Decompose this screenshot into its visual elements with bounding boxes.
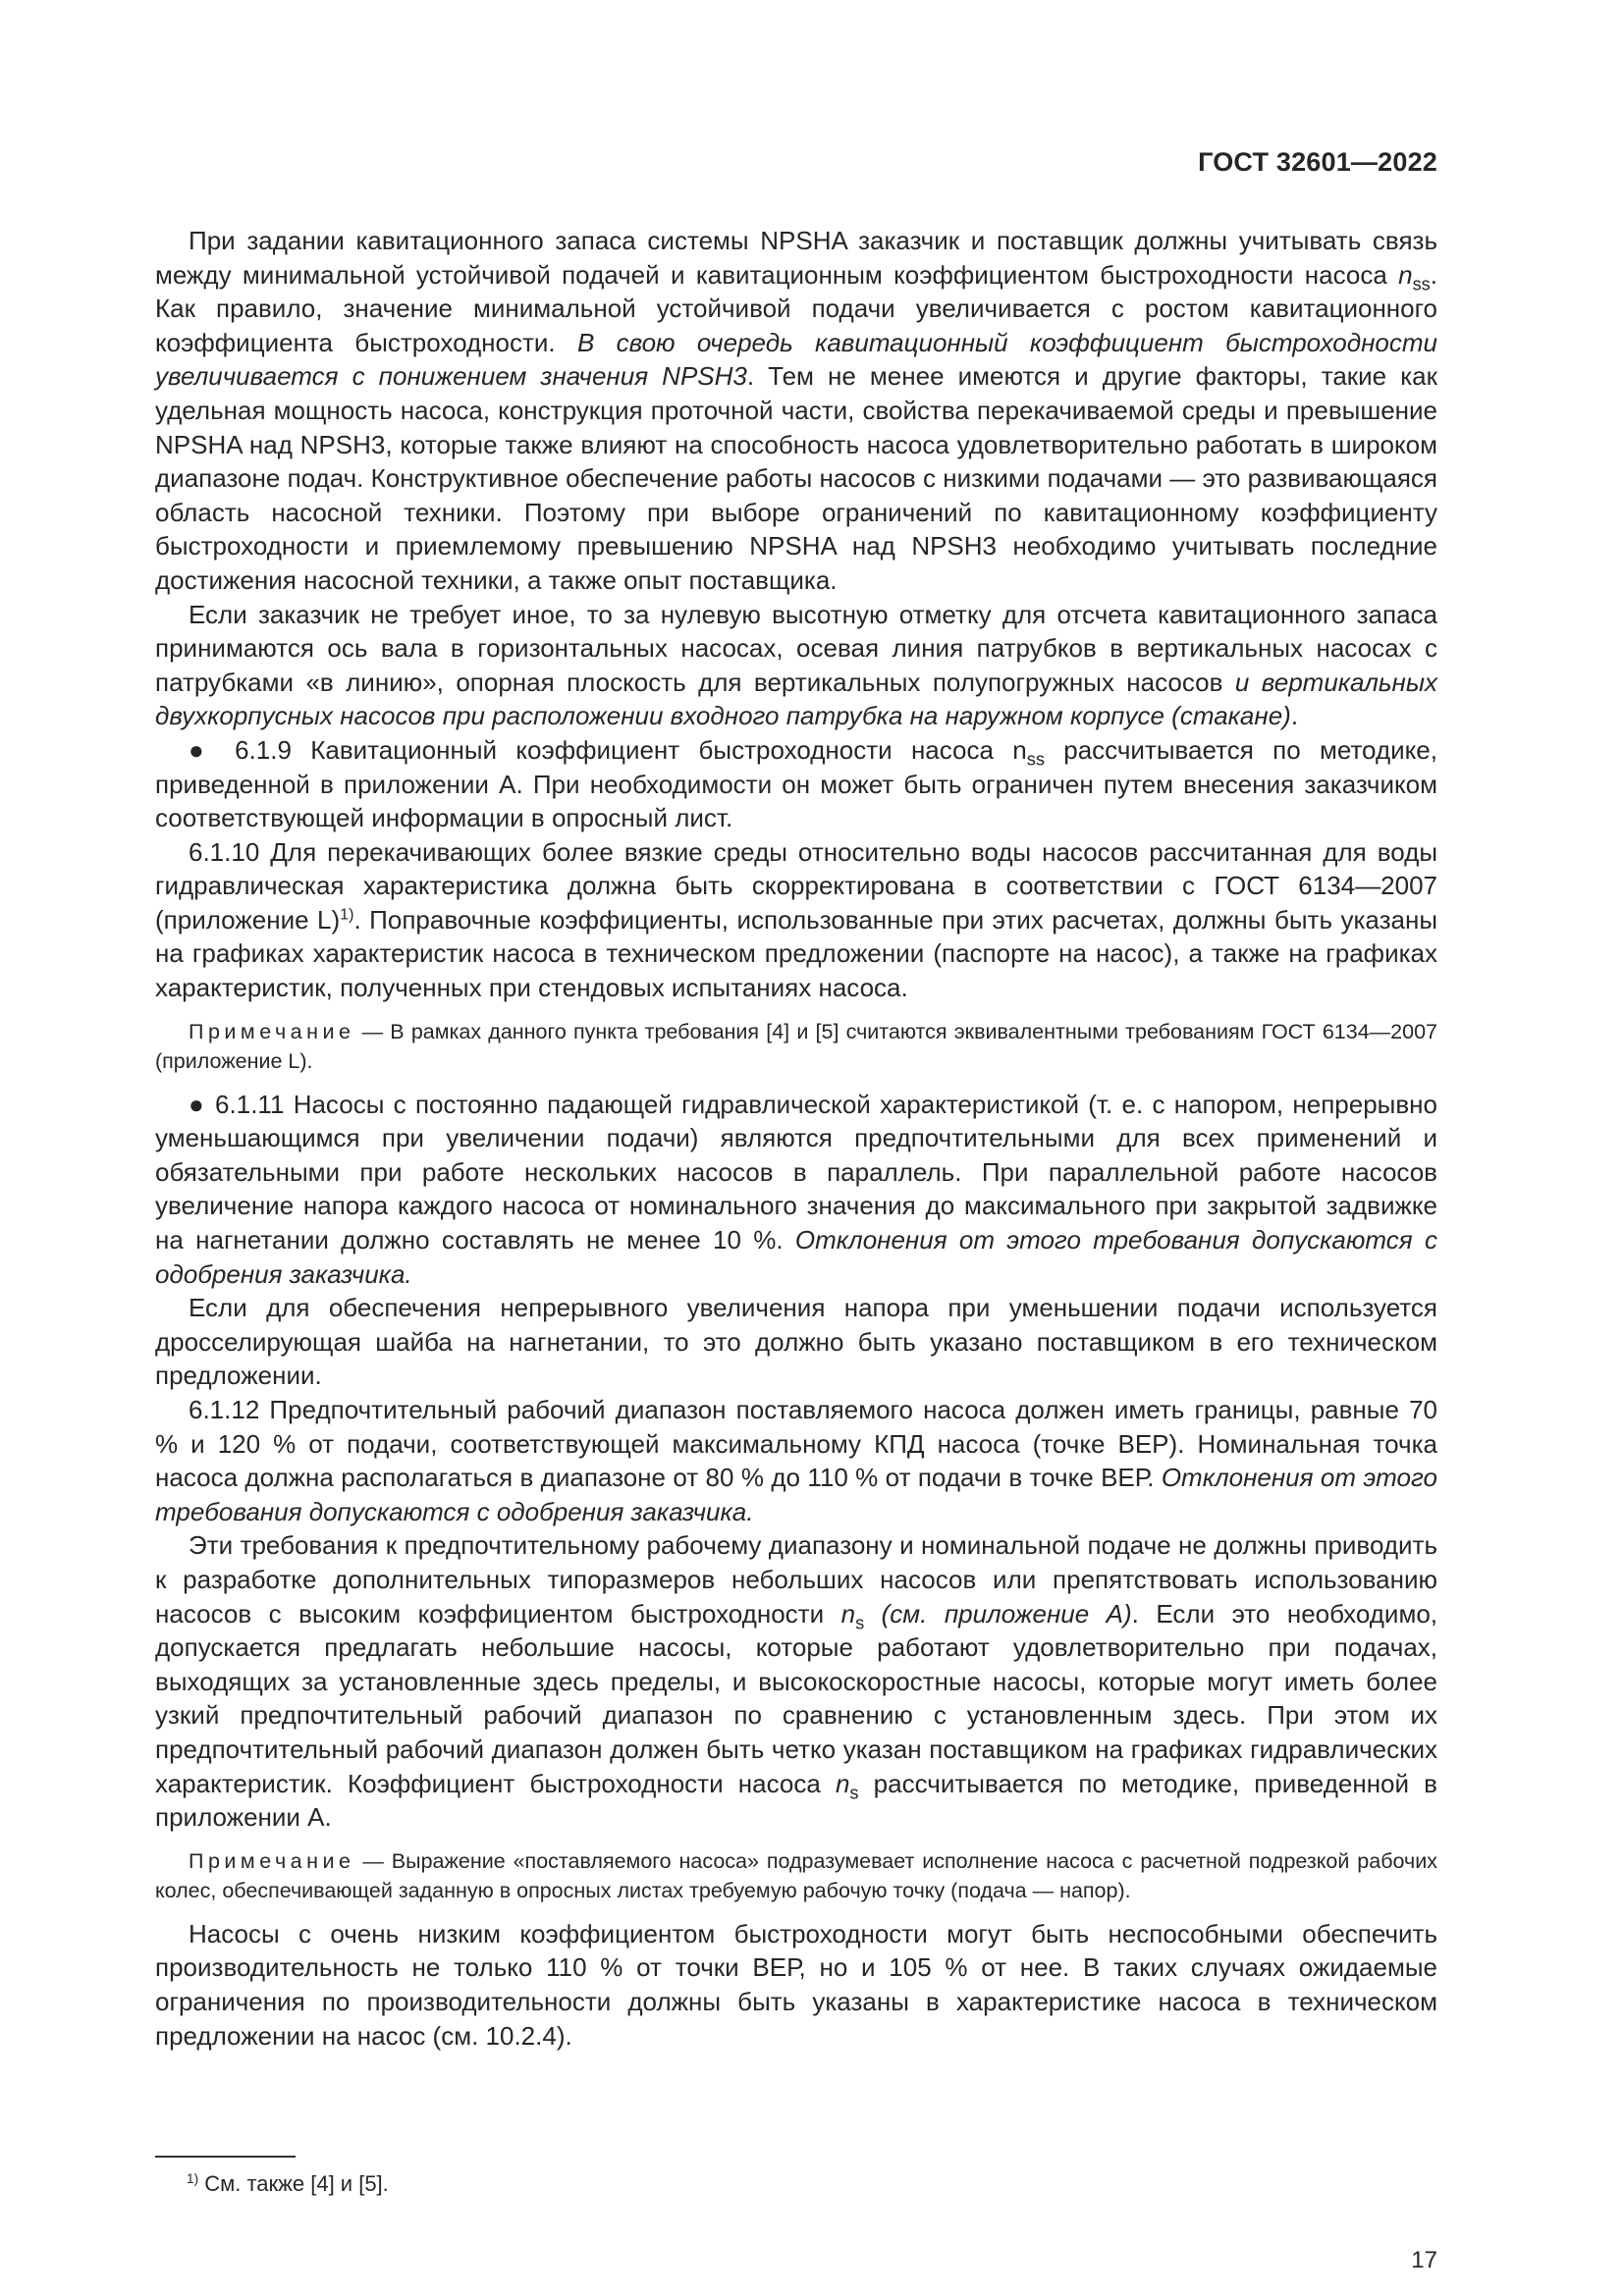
- main-text: [155, 224, 1437, 2053]
- text-run: . Тем не менее имеются и другие факторы, такие как удельная мощность насоса, конструкция проточной части, свойства перекачиваемой среды и превышение NPSHA над NPSH3, которые также влияют на способность насоса удовлетворительно работать в широком диапазоне подач. Конструктивное обеспечение работы насосов с низкими подачами — это развивающаяся область насосной техники. Поэтому при выборе ограничений по кавитационному коэффициенту быстроходности и приемлемому превышению NPSHA над NPSH3 необходимо учитывать последние достижения насосной техники, а также опыт поставщика.: [155, 361, 1437, 595]
- italic-text: Отклонения от этого требования допускаются с одобрения заказчика.: [155, 1225, 1437, 1289]
- note-text: — В рамках данного пункта требования [4] и [5] считаются эквивалентными требованиям ГОСТ 6134—2007 (приложение L).: [155, 1019, 1437, 1073]
- text-run: Если для обеспечения непрерывного увеличения напора при уменьшении подачи используется дросселирующая шайба на нагнетании, то это должно быть указано поставщиком в его техническом предложении.: [155, 1293, 1437, 1391]
- paragraph-6-1-11: [155, 1088, 1437, 1292]
- paragraph-6-1-9: [155, 733, 1437, 835]
- paragraph-range-requirements: [155, 1528, 1437, 1834]
- text-run: Если заказчик не требует иное, то за нулевую высотную отметку для отсчета кавитационного запаса принимаются ось вала в горизонтальных насосах, осевая линия патрубков в вертикальных насосах с патрубками «в линию», опорная плоскость для вертикальных полупогружных насосов: [155, 599, 1437, 697]
- paragraph-throttle: [155, 1291, 1437, 1393]
- paragraph-zero-mark: [155, 598, 1437, 733]
- page-number: 17: [1411, 2247, 1437, 2273]
- variable-n: n: [840, 1598, 856, 1629]
- paragraph-6-1-10: [155, 835, 1437, 1005]
- note-text: — Выражение «поставляемого насоса» подразумевает исполнение насоса с расчетной подрезкой рабочих колес, обеспечивающей заданную в опросных листах требуемую рабочую точку (подача — напор).: [155, 1848, 1437, 1902]
- paragraph-npsha: [155, 224, 1437, 598]
- footnote-text: См. также [4] и [5].: [198, 2171, 389, 2196]
- note-label: Примечание: [189, 1019, 355, 1043]
- text-run: 6.1.10 Для перекачивающих более вязкие среды относительно воды насосов рассчитанная для воды гидравлическая характеристика должна быть скорректирована в соответствии с ГОСТ 6134—2007 (приложение L): [155, 836, 1437, 934]
- italic-text: Отклонения от этого требования допускаются с одобрения заказчика.: [155, 1463, 1437, 1526]
- italic-text: В свою очередь кавитационный коэффициент быстроходности увеличивается с понижением значения NPSH3: [155, 327, 1437, 392]
- text-run: ● 6.1.9 Кавитационный коэффициент быстроходности насоса n: [189, 734, 1027, 765]
- text-run: рассчитывается по методике, приведенной в приложении А. При необходимости он может быть ограничен путем внесения заказчиком соответствующей информации в опросный лист.: [155, 734, 1437, 833]
- italic-text: (см. приложение А): [864, 1598, 1132, 1629]
- footnote-ref: 1): [340, 905, 354, 924]
- italic-text: и вертикальных двухкорпусных насосов при расположении входного патрубка на наружном корпусе (стакане): [155, 667, 1437, 731]
- text-run: При задании кавитационного запаса системы NPSHA заказчик и поставщик должны учитывать связь между минимальной устойчивой подачей и кавитационным коэффициентом быстроходности насоса: [155, 226, 1437, 290]
- subscript-ss: ss: [1412, 273, 1431, 294]
- text-run: Эти требования к предпочтительному рабочему диапазону и номинальной подаче не должны приводить к разработке дополнительных типоразмеров небольших насосов или препятствовать использованию насосов с высоким коэффициентом быстроходности: [155, 1530, 1437, 1629]
- text-run: . Как правило, значение минимальной устойчивой подачи увеличивается с ростом кавитационного коэффициента быстроходности.: [155, 259, 1437, 357]
- variable-n: n: [1398, 259, 1413, 290]
- footnote-separator: [155, 2156, 296, 2158]
- subscript-s: s: [855, 1612, 865, 1632]
- note-label: Примечание: [189, 1848, 355, 1873]
- paragraph-low-speed: [155, 1917, 1437, 2053]
- text-run: 6.1.12 Предпочтительный рабочий диапазон поставляемого насоса должен иметь границы, равные 70 % и 120 % от подачи, соответствующей максимальному КПД насоса (точке ВЕР). Номинальная точка насоса должна располагаться в диапазоне от 80 % до 110 % от подачи в точке ВЕР.: [155, 1395, 1437, 1493]
- text-run: . Поправочные коэффициенты, использованные при этих расчетах, должны быть указаны на графиках характеристик насоса в техническом предложении (паспорте на насос), а также на графиках характеристик, полученных при стендовых испытаниях насоса.: [155, 904, 1438, 1003]
- subscript-s: s: [849, 1782, 859, 1802]
- text-run: . Если это необходимо, допускается предлагать небольшие насосы, которые работают удовлетворительно при подачах, выходящих за установленные здесь пределы, и высокоскоростные насосы, которые могут иметь более узкий предпочтительный рабочий диапазон по сравнению с установленным здесь. При этом их предпочтительный рабочий диапазон должен быть четко указан поставщиком на графиках гидравлических характеристик. Коэффициент быстроходности насоса: [155, 1598, 1438, 1798]
- footnote: [187, 2171, 389, 2197]
- text-run: .: [1290, 701, 1299, 731]
- document-code-header: ГОСТ 32601—2022: [1198, 147, 1437, 177]
- variable-n: n: [835, 1768, 850, 1798]
- paragraph-6-1-12: [155, 1393, 1437, 1528]
- text-run: Насосы с очень низким коэффициентом быстроходности могут быть неспособными обеспечить производительность не только 110 % от точки ВЕР, но и 105 % от нее. В таких случаях ожидаемые ограничения по производительности должны быть указаны в характеристике насоса в техническом предложении на насос (см. 10.2.4).: [155, 1918, 1437, 2051]
- text-run: рассчитывается по методике, приведенной в приложении А.: [155, 1768, 1437, 1833]
- subscript-ss: ss: [1026, 749, 1045, 770]
- note-1: [155, 1017, 1437, 1076]
- text-run: ● 6.1.11 Насосы с постоянно падающей гидравлической характеристикой (т. е. с напором, непрерывно уменьшающимся при увеличении подачи) являются предпочтительными для всех применений и обязательными при работе нескольких насосов в параллель. При параллельной работе насосов увеличение напора каждого насоса от номинального значения до максимального при закрытой задвижке на нагнетании должно составлять не менее 10 %.: [155, 1089, 1437, 1255]
- footnote-mark: 1): [187, 2170, 199, 2186]
- note-2: [155, 1846, 1437, 1905]
